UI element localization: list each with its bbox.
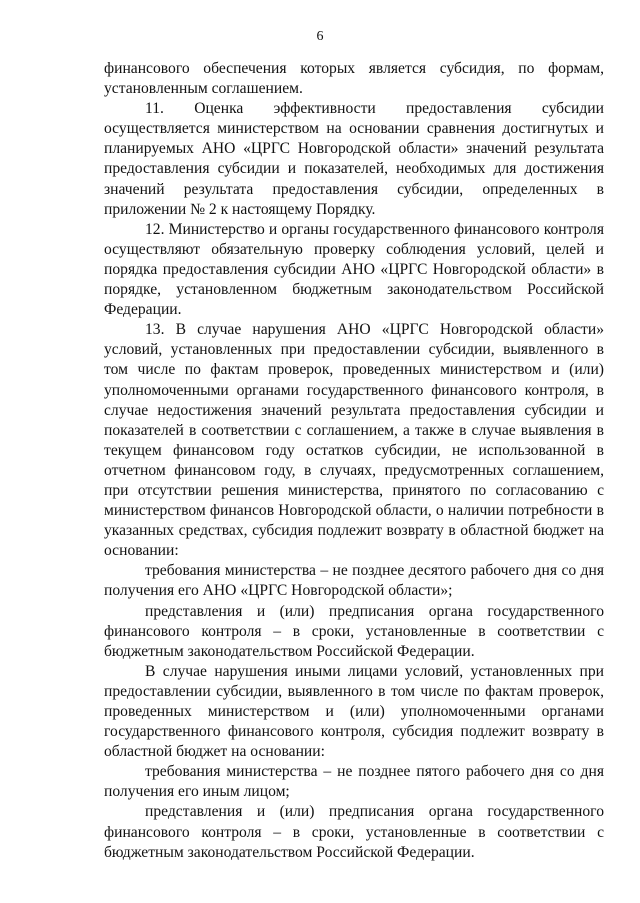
paragraph-12-control: 12. Министерство и органы государственного финансового контроля осуществляют обязательную проверку соблюдения условий, целей и порядка предоставления субсидии АНО «ЦРГС Новгородской области» в порядке, установленном бюджетным законодательством Российской Федерации.: [104, 220, 604, 319]
paragraph-continuation: финансового обеспечения которых является субсидия, по формам, установленным соглашением.: [104, 60, 604, 98]
paragraph-11-efficiency: 11. Оценка эффективности предоставления субсидии осуществляется министерством на основании сравнения достигнутых и планируемых АНО «ЦРГС Новгородской области» значений результата предоставления субсидии и показателей, необходимых для достижения значений результата предоставления субсидии, определенных в приложении № 2 к настоящему Порядку.: [104, 100, 604, 218]
page-number: 6: [316, 29, 324, 44]
paragraph-ministry-requirement: требования министерства – не позднее десятого рабочего дня со дня получения его АНО «ЦРГС Новгородской области»;: [104, 562, 604, 600]
paragraph-control-order-other: представления и (или) предписания органа государственного финансового контроля – в сроки, установленные в соответствии с бюджетным законодательством Российской Федерации.: [104, 803, 604, 861]
paragraph-control-order: представления и (или) предписания органа государственного финансового контроля – в сроки, установленные в соответствии с бюджетным законодательством Российской Федерации.: [104, 602, 604, 660]
paragraph-other-persons: В случае нарушения иными лицами условий, установленных при предоставлении субсидии, выявленного в том числе по фактам проверок, проведенных министерством и (или) уполномоченными органами государственного финансового контроля, субсидия подлежит возврату в областной бюджет на основании:: [104, 662, 604, 761]
paragraph-13-violation: 13. В случае нарушения АНО «ЦРГС Новгородской области» условий, установленных при предоставлении субсидии, выявленного в том числе по фактам проверок, проведенных министерством и (или) уполномоченными органами государственного финансового контроля, в случае недостижения значений результата предоставления субсидии и показателей в соответствии с соглашением, а также в случае выявления в текущем финансовом году остатков субсидии, не использованной в отчетном финансовом году, в случаях, предусмотренных соглашением, при отсутствии решения министерства, принятого по согласованию с министерством финансов Новгородской области, о наличии потребности в указанных средствах, субсидия подлежит возврату в областной бюджет на основании:: [104, 321, 604, 560]
document-body: [104, 59, 604, 863]
paragraph-ministry-requirement-other: требования министерства – не позднее пятого рабочего дня со дня получения его иным лицом;: [104, 763, 604, 801]
